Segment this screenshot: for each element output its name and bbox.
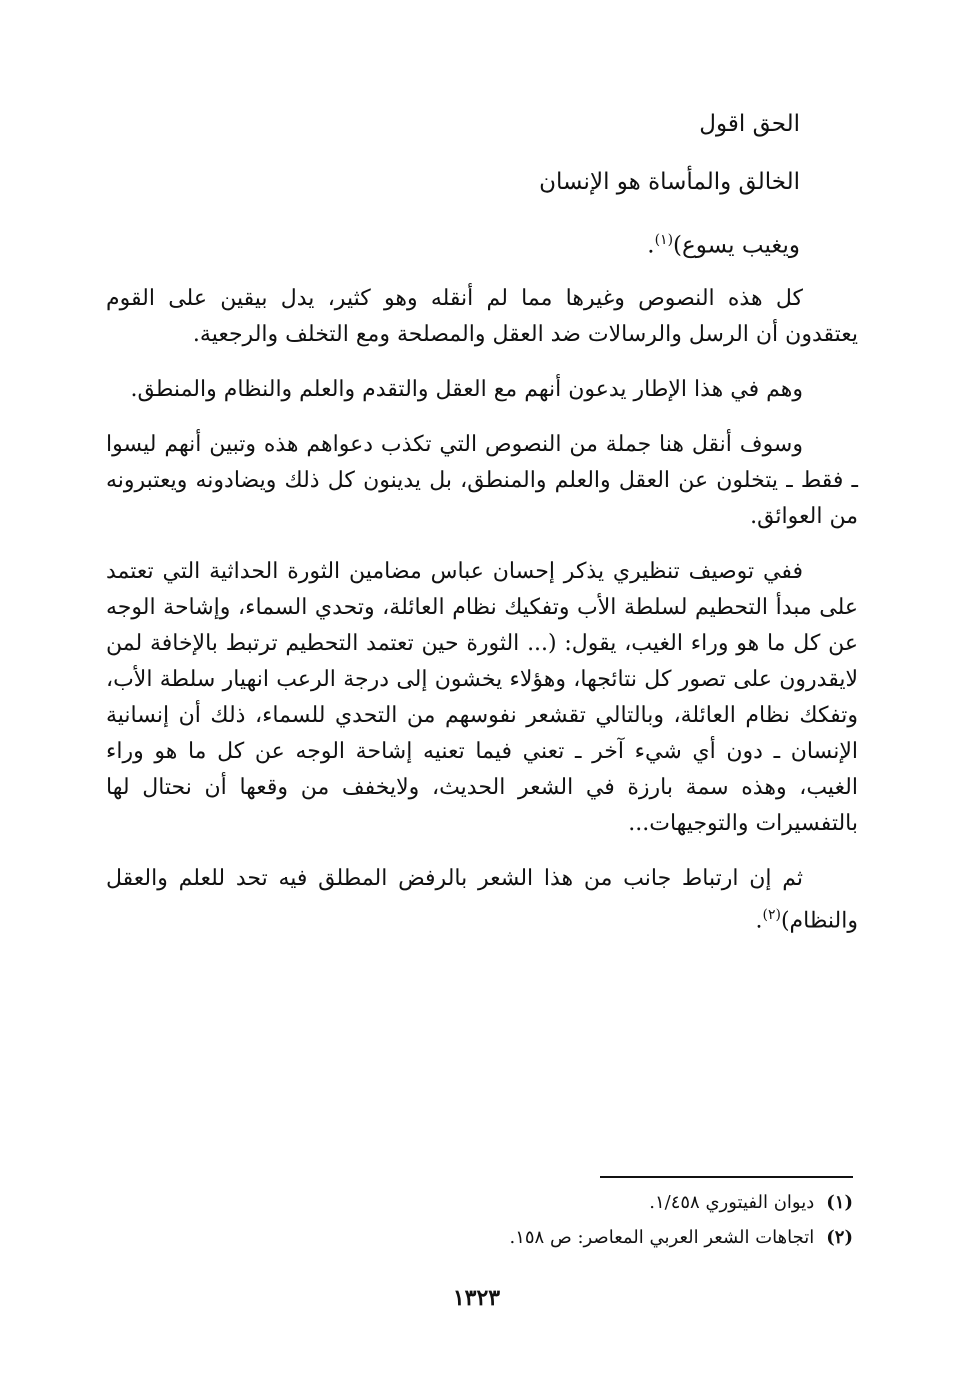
footnote-marker: (١) bbox=[654, 232, 674, 248]
body-text bbox=[106, 281, 858, 958]
paragraph-last bbox=[106, 861, 858, 939]
footnote-text: اتجاهات الشعر العربي المعاصر: ص ١٥٨. bbox=[509, 1227, 815, 1248]
poem-line-text: الحق اقول bbox=[699, 111, 800, 137]
footnote-number: (١) bbox=[826, 1192, 853, 1213]
poem-quote bbox=[200, 100, 800, 274]
paragraph-end: . bbox=[755, 908, 763, 934]
poem-line-end: . bbox=[647, 232, 655, 259]
paragraph: وهم في هذا الإطار يدعون أنهم مع العقل والتقدم والعلم والنظام والمنطق. bbox=[130, 377, 803, 402]
footnote-2 bbox=[253, 1223, 853, 1258]
footnote-number: (٢) bbox=[826, 1227, 853, 1248]
paragraph: وسوف أنقل هنا جملة من النصوص التي تكذب دعواهم هذه وتبين أنهم ليسوا ـ فقط ـ يتخلون عن العقل والعلم والمنطق، بل يدينون كل ذلك ويضادونه ويعتبرونه من العوائق. bbox=[106, 432, 858, 529]
footnotes bbox=[253, 1188, 853, 1258]
paragraph: كل هذه النصوص وغيرها مما لم أنقله وهو كثير، يدل بيقين على القوم يعتقدون أن الرسل والرسالات ضد العقل والمصلحة ومع التخلف والرجعية. bbox=[106, 286, 858, 347]
poem-line-text: الخالق والمأساة هو الإنسان bbox=[539, 169, 800, 195]
footnote-text: ديوان الفيتوري ١/٤٥٨. bbox=[649, 1192, 815, 1213]
poem-line-2 bbox=[200, 158, 800, 216]
page-number: ١٣٢٣ bbox=[452, 1285, 501, 1311]
poem-line-3 bbox=[200, 216, 800, 274]
footnote-marker: (٢) bbox=[762, 907, 781, 923]
paragraph: ففي توصيف تنظيري يذكر إحسان عباس مضامين الثورة الحداثية التي تعتمد على مبدأ التحطيم لسلطة الأب وتفكيك نظام العائلة، وتحدي السماء، وإشاحة الوجه عن كل ما هو وراء الغيب، يقول: (... الثورة حين تعتمد التحطيم ترتبط بالإخافة لمن لايقدرون على تصور كل نتائجها، وهؤلاء يخشون إلى درجة الرعب انهيار سلطة الأب، وتفكك نظام العائلة، وبالتالي تقشعر نفوسهم من التحدي للسماء، ذلك أن إنسانية الإنسان ـ دون أي شيء آخر ـ تعني فيما تعنيه إشاحة الوجه عن كل ما هو وراء الغيب، وهذه سمة بارزة في الشعر الحديث، ولايخفف من وقعها أن نحتال لها بالتفسيرات والتوجيهات... bbox=[106, 559, 859, 836]
poem-line-1 bbox=[200, 100, 800, 158]
footnote-divider bbox=[600, 1176, 853, 1178]
footnote-1 bbox=[253, 1188, 853, 1223]
poem-line-text: ويغيب يسوع) bbox=[673, 232, 800, 259]
paragraph-text: ثم إن ارتباط جانب من هذا الشعر بالرفض المطلق فيه تحد للعلم والعقل والنظام) bbox=[106, 866, 858, 934]
